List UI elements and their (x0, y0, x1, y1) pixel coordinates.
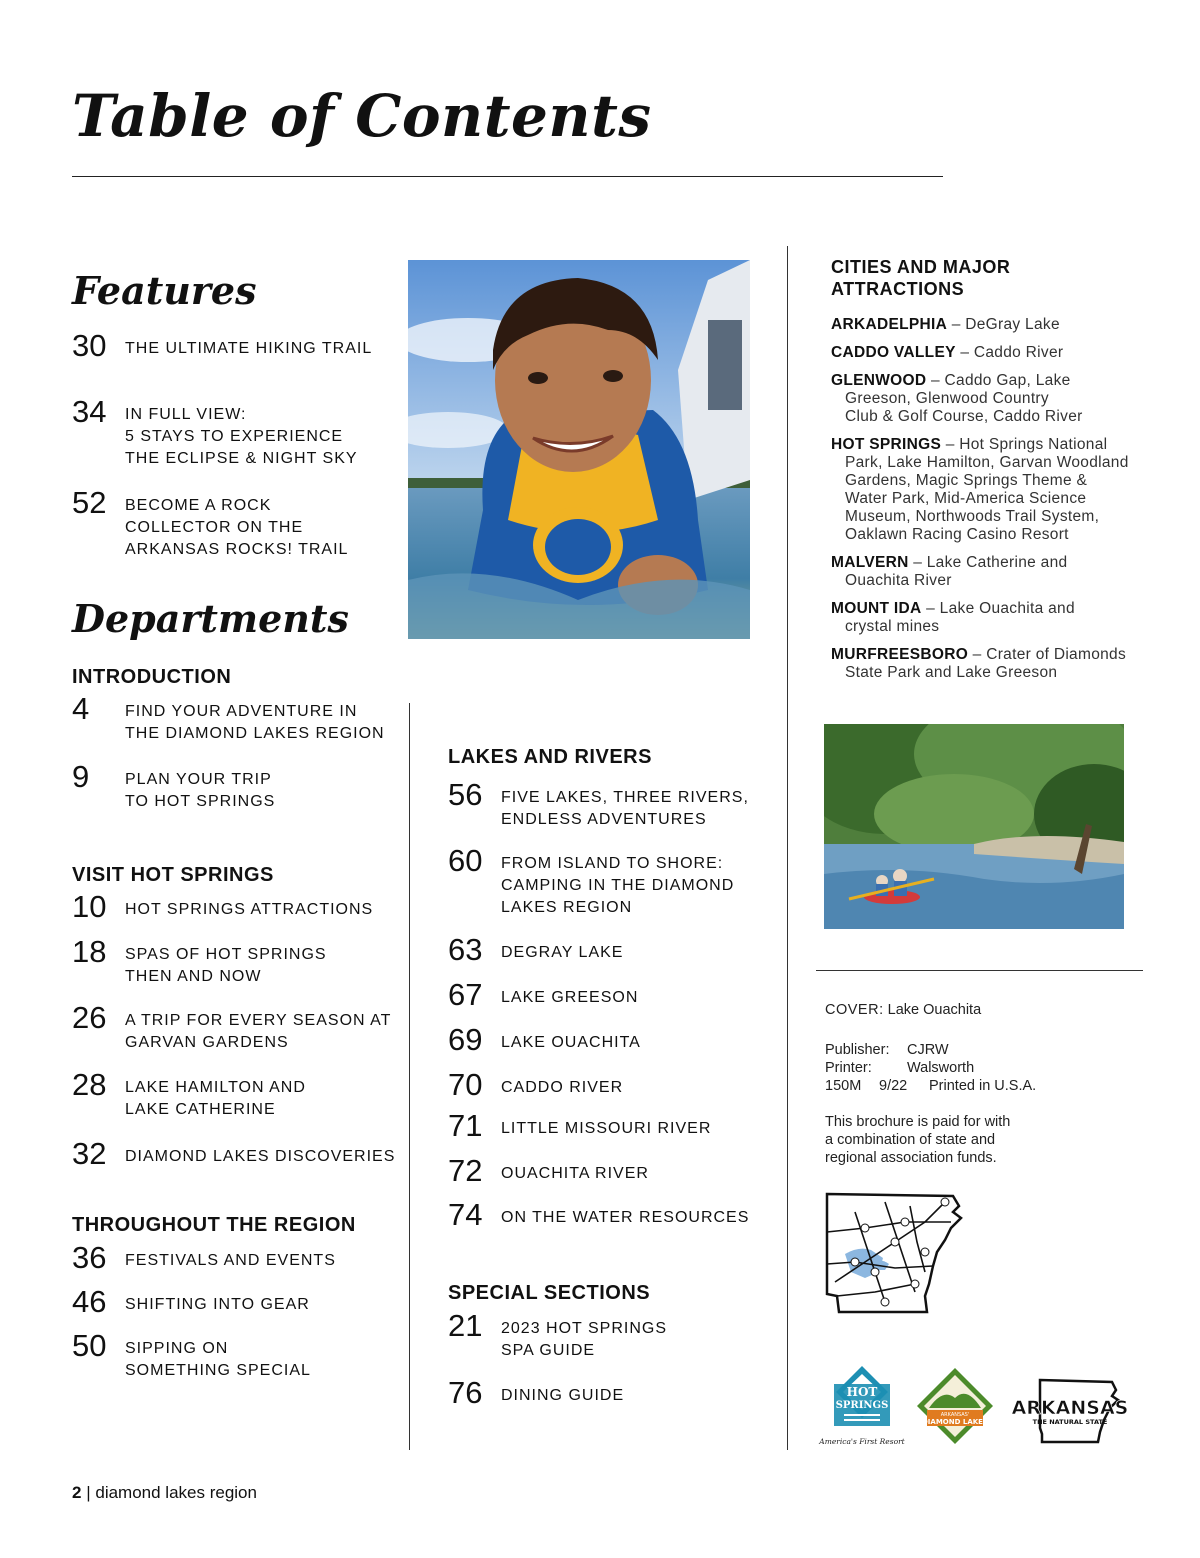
entry-title: BECOME A ROCK COLLECTOR ON THE ARKANSAS ROCKS! TRAIL (125, 497, 349, 558)
toc-entry[interactable] (448, 932, 624, 967)
page-number-ref: 34 (72, 394, 107, 429)
entry-title: 2023 HOT SPRINGS SPA GUIDE (501, 1320, 667, 1359)
entry-title: DIAMOND LAKES DISCOVERIES (125, 1148, 396, 1165)
column-divider-left (409, 703, 410, 1450)
category-throughout-region: THROUGHOUT THE REGION (72, 1214, 356, 1236)
credits-divider (816, 970, 1143, 971)
svg-text:THE NATURAL STATE: THE NATURAL STATE (1032, 1418, 1108, 1426)
city-name: MOUNT IDA (831, 600, 922, 617)
credits-block (825, 1001, 1125, 1167)
toc-entry[interactable] (72, 889, 374, 924)
toc-entry[interactable] (72, 1284, 310, 1319)
city-entry: CADDO VALLEY – Caddo River (831, 344, 1064, 361)
toc-entry[interactable] (448, 1153, 649, 1188)
city-name: ARKADELPHIA (831, 316, 948, 333)
diamond-lakes-logo (915, 1366, 995, 1446)
page-number-ref: 26 (72, 1000, 107, 1035)
features-heading: Features (72, 268, 257, 313)
toc-entry[interactable] (448, 1375, 625, 1410)
toc-entry[interactable] (72, 328, 373, 363)
publisher-credit: Publisher: CJRW (825, 1042, 949, 1058)
category-introduction: INTRODUCTION (72, 666, 232, 688)
city-entry: MURFREESBORO – Crater of Diamonds State Park and Lake Greeson (831, 646, 1127, 681)
entry-title: SIPPING ON SOMETHING SPECIAL (125, 1340, 311, 1379)
toc-entry[interactable] (448, 843, 735, 919)
toc-entry[interactable] (72, 1000, 392, 1054)
cover-credit: COVER: Lake Ouachita (825, 1002, 982, 1018)
category-visit-hot-springs: VISIT HOT SPRINGS (72, 864, 274, 886)
toc-entry[interactable] (72, 1328, 311, 1382)
entry-title: SPAS OF HOT SPRINGS THEN AND NOW (125, 946, 327, 985)
city-name: HOT SPRINGS (831, 436, 942, 453)
category-special-sections: SPECIAL SECTIONS (448, 1282, 651, 1304)
page-footer (72, 1483, 257, 1503)
page-number-ref: 60 (448, 843, 483, 878)
entry-title: LAKE OUACHITA (501, 1034, 641, 1051)
entry-title: FESTIVALS AND EVENTS (125, 1252, 336, 1269)
toc-entry[interactable] (72, 485, 349, 561)
toc-entry[interactable] (448, 1108, 712, 1143)
page-number-ref: 36 (72, 1240, 107, 1275)
page-number-ref: 46 (72, 1284, 107, 1319)
page-number-ref: 4 (72, 691, 90, 726)
toc-entry[interactable] (448, 1022, 641, 1057)
entry-title: DINING GUIDE (501, 1387, 625, 1404)
entry-title: LAKE HAMILTON AND LAKE CATHERINE (125, 1079, 306, 1118)
toc-entry[interactable] (72, 1067, 306, 1121)
footer-separator: | (86, 1483, 91, 1502)
city-entry: ARKADELPHIA – DeGray Lake (831, 316, 1060, 333)
entry-title: ON THE WATER RESOURCES (501, 1209, 750, 1226)
page-number-ref: 28 (72, 1067, 107, 1102)
title-divider (72, 176, 943, 177)
page-number-ref: 71 (448, 1108, 483, 1143)
city-name: GLENWOOD (831, 372, 927, 389)
page-number-ref: 63 (448, 932, 483, 967)
city-name: MURFREESBORO (831, 646, 969, 663)
page-number-ref: 69 (448, 1022, 483, 1057)
svg-text:DIAMOND LAKES: DIAMOND LAKES (922, 1418, 988, 1426)
svg-text:ARKANSAS': ARKANSAS' (940, 1412, 970, 1418)
page-number: 2 (72, 1483, 82, 1502)
arkansas-natural-state-logo (1012, 1376, 1130, 1446)
page-number-ref: 30 (72, 328, 107, 363)
city-entry: MALVERN – Lake Catherine and Ouachita River (831, 554, 1068, 589)
page-number-ref: 9 (72, 759, 90, 794)
page-number-ref: 18 (72, 934, 107, 969)
print-info: 150M 9/22 Printed in U.S.A. (825, 1078, 1037, 1094)
entry-title: DEGRAY LAKE (501, 944, 624, 961)
column-divider-right (787, 246, 788, 1450)
toc-entry[interactable] (72, 394, 358, 470)
svg-text:SPRINGS: SPRINGS (835, 1400, 889, 1411)
page-number-ref: 32 (72, 1136, 107, 1171)
toc-entry[interactable] (72, 1240, 336, 1275)
cover-photo-child-swimming (408, 260, 750, 639)
entry-title: THE ULTIMATE HIKING TRAIL (125, 340, 373, 357)
publication-name: diamond lakes region (95, 1483, 257, 1502)
toc-entry[interactable] (448, 1308, 667, 1362)
city-entry: GLENWOOD – Caddo Gap, Lake Greeson, Glenwood Country Club & Golf Course, Caddo River (831, 372, 1083, 425)
departments-heading: Departments (72, 596, 349, 641)
page-number-ref: 67 (448, 977, 483, 1012)
entry-title: IN FULL VIEW: 5 STAYS TO EXPERIENCE THE ECLIPSE & NIGHT SKY (125, 406, 358, 467)
entry-title: LAKE GREESON (501, 989, 639, 1006)
city-name: MALVERN (831, 554, 909, 571)
page-number-ref: 52 (72, 485, 107, 520)
city-entry: MOUNT IDA – Lake Ouachita and crystal mines (831, 600, 1075, 635)
toc-entry[interactable] (72, 934, 327, 988)
kayak-photo (824, 724, 1124, 929)
toc-entry[interactable] (448, 977, 639, 1012)
svg-text:America's First Resort: America's First Resort (819, 1437, 905, 1446)
category-lakes-rivers: LAKES AND RIVERS (448, 746, 652, 768)
svg-text:HOT: HOT (846, 1385, 878, 1399)
toc-entry[interactable] (448, 1197, 750, 1232)
entry-title: CADDO RIVER (501, 1079, 624, 1096)
toc-entry[interactable] (448, 1067, 624, 1102)
entry-title: FIND YOUR ADVENTURE IN THE DIAMOND LAKES REGION (125, 703, 385, 742)
page-number-ref: 76 (448, 1375, 483, 1410)
entry-title: HOT SPRINGS ATTRACTIONS (125, 901, 374, 918)
page-number-ref: 70 (448, 1067, 483, 1102)
toc-entry[interactable] (72, 691, 385, 745)
entry-title: PLAN YOUR TRIP TO HOT SPRINGS (125, 771, 276, 810)
toc-entry[interactable] (72, 759, 276, 813)
entry-title: FROM ISLAND TO SHORE: CAMPING IN THE DIAMOND LAKES REGION (501, 855, 735, 916)
page-number-ref: 74 (448, 1197, 483, 1232)
hot-springs-logo (818, 1364, 906, 1448)
city-entry: HOT SPRINGS – Hot Springs National Park, Lake Hamilton, Garvan Woodland Gardens, Magic Springs Theme & Water Park, Mid-America Science Museum, Northwoods Trail System, Oaklawn Racing Casino Resort (831, 436, 1129, 543)
entry-title: SHIFTING INTO GEAR (125, 1296, 310, 1313)
printer-credit: Printer: Walsworth (825, 1060, 975, 1076)
page-title: Table of Contents (72, 82, 652, 150)
page-number-ref: 10 (72, 889, 107, 924)
svg-text:ARKANSAS: ARKANSAS (1012, 1397, 1129, 1419)
page-number-ref: 50 (72, 1328, 107, 1363)
entry-title: A TRIP FOR EVERY SEASON AT GARVAN GARDENS (125, 1012, 392, 1051)
entry-title: OUACHITA RIVER (501, 1165, 649, 1182)
page-number-ref: 72 (448, 1153, 483, 1188)
funding-note: This brochure is paid for with a combination of state and regional association funds. (825, 1114, 1011, 1166)
cities-heading: CITIES AND MAJOR ATTRACTIONS (831, 257, 1011, 299)
city-name: CADDO VALLEY (831, 344, 956, 361)
region-map (825, 1192, 965, 1314)
page-number-ref: 56 (448, 777, 483, 812)
cities-list (831, 316, 1161, 692)
page-number-ref: 21 (448, 1308, 483, 1343)
toc-entry[interactable] (448, 777, 749, 831)
entry-title: FIVE LAKES, THREE RIVERS, ENDLESS ADVENTURES (501, 789, 749, 828)
entry-title: LITTLE MISSOURI RIVER (501, 1120, 712, 1137)
toc-entry[interactable] (72, 1136, 396, 1171)
